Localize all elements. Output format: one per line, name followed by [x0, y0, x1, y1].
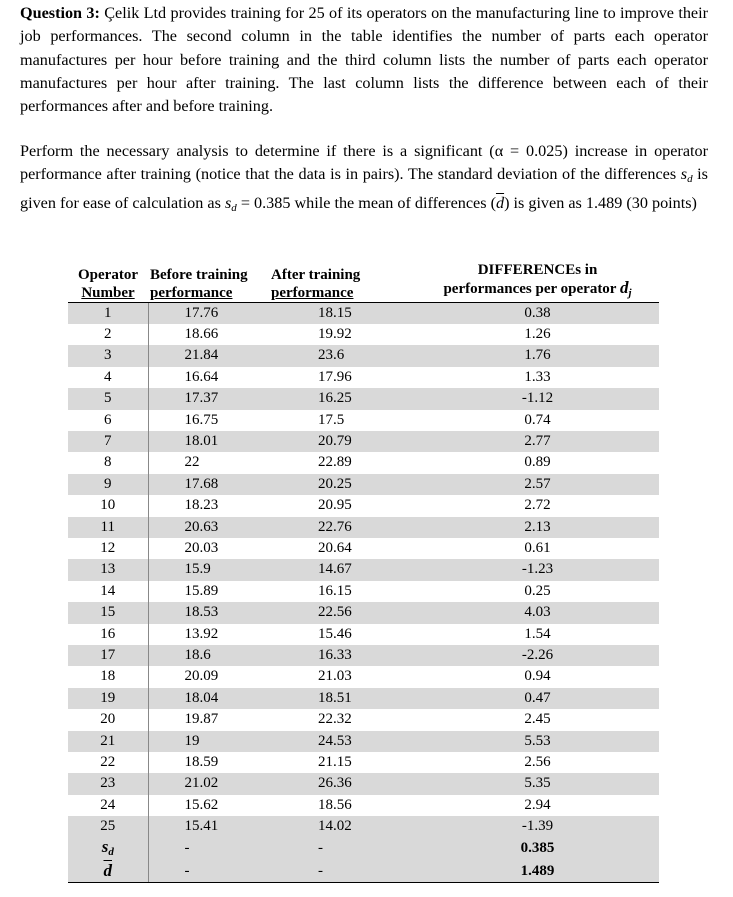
- cell-difference: 0.25: [524, 582, 551, 599]
- cell-difference: 0.89: [524, 454, 551, 471]
- table-header-row: [68, 258, 659, 302]
- cell-before: 17.37: [148, 388, 256, 409]
- table-row: [68, 324, 659, 345]
- cell-after: 18.51: [256, 688, 416, 709]
- header-operator-line1: Operator: [78, 266, 138, 283]
- cell-after: 18.56: [318, 796, 352, 813]
- cell-before: 18.23: [184, 497, 219, 514]
- table-row: [68, 581, 659, 602]
- header-after: [256, 258, 416, 302]
- cell-after: 17.5: [318, 411, 345, 428]
- stat-difference: 1.489: [416, 861, 659, 883]
- stat-before: -: [148, 861, 256, 883]
- cell-before: 20.03: [184, 539, 219, 556]
- table-row: [68, 624, 659, 645]
- cell-operator: 11: [68, 517, 148, 538]
- cell-before: 18.53: [148, 602, 256, 623]
- cell-before: 18.66: [184, 325, 219, 342]
- stat-after: -: [256, 838, 416, 861]
- cell-before: 18.6: [148, 645, 256, 666]
- cell-difference: 2.56: [524, 754, 551, 771]
- instruction-text-a: Perform the necessary analysis to determine if there is a significant (α = 0.025) increase in operator performance after training (notice that the data is in pairs). The standard deviation of the differences: [20, 142, 708, 184]
- cell-operator: 8: [68, 452, 148, 473]
- cell-operator: 18: [68, 666, 148, 687]
- cell-operator: 24: [68, 795, 148, 816]
- cell-difference: 1.54: [524, 625, 551, 642]
- cell-after: 20.25: [256, 474, 416, 495]
- table-row: [68, 559, 659, 580]
- cell-difference: 2.77: [416, 431, 659, 452]
- cell-before: 15.62: [184, 796, 219, 813]
- performance-table: [68, 258, 659, 883]
- cell-difference: 0.47: [416, 688, 659, 709]
- cell-after: 24.53: [256, 731, 416, 752]
- cell-before: 18.59: [184, 754, 219, 771]
- cell-before: 19: [148, 731, 256, 752]
- sd-subscript-2: d: [231, 201, 237, 214]
- table-row: [68, 345, 659, 366]
- cell-after: 18.15: [256, 302, 416, 324]
- cell-before: 17.68: [148, 474, 256, 495]
- table-row: [68, 752, 659, 773]
- table-row: [68, 688, 659, 709]
- sd-symbol: s: [680, 165, 688, 184]
- cell-difference: 1.76: [416, 345, 659, 366]
- cell-operator: 4: [68, 367, 148, 388]
- stat-label-sub: d: [108, 845, 114, 858]
- question-label: Question 3:: [20, 4, 100, 22]
- table-row: [68, 709, 659, 730]
- cell-difference: 5.35: [416, 773, 659, 794]
- instruction-text-c: = 0.385 while the mean of differences (: [236, 193, 496, 212]
- cell-operator: 23: [68, 773, 148, 794]
- cell-after: 22.76: [256, 517, 416, 538]
- stat-label-dbar: [68, 861, 148, 883]
- cell-difference: 4.03: [416, 602, 659, 623]
- sd-symbol-2: s: [224, 193, 232, 212]
- header-operator: [68, 258, 148, 302]
- header-after-line1: After training: [271, 266, 361, 283]
- cell-after: 16.33: [256, 645, 416, 666]
- cell-difference: 2.45: [524, 711, 551, 728]
- cell-operator: 22: [68, 752, 148, 773]
- header-diff-text: performances per operator: [443, 280, 620, 297]
- dbar-symbol: $\overline{d}$: [495, 193, 505, 212]
- cell-before: 15.89: [184, 582, 219, 599]
- cell-difference: -1.12: [416, 388, 659, 409]
- cell-before: 19.87: [184, 711, 219, 728]
- cell-before: 20.63: [148, 517, 256, 538]
- table-row: [68, 495, 659, 516]
- stat-difference: 0.385: [416, 838, 659, 861]
- cell-after: 22.56: [256, 602, 416, 623]
- table-row: [68, 367, 659, 388]
- cell-after: 26.36: [256, 773, 416, 794]
- table-row: [68, 645, 659, 666]
- table-row: [68, 410, 659, 431]
- cell-after: 19.92: [318, 325, 352, 342]
- table-row: [68, 816, 659, 837]
- table-row: [68, 773, 659, 794]
- cell-operator: 19: [68, 688, 148, 709]
- cell-after: 16.15: [318, 582, 352, 599]
- cell-before: 18.04: [148, 688, 256, 709]
- cell-operator: 17: [68, 645, 148, 666]
- cell-difference: 2.57: [416, 474, 659, 495]
- cell-operator: 20: [68, 709, 148, 730]
- table-row: [68, 452, 659, 473]
- cell-after: 16.25: [256, 388, 416, 409]
- table-stat-row-dbar: [68, 861, 659, 883]
- cell-operator: 6: [68, 410, 148, 431]
- cell-operator: 7: [68, 431, 148, 452]
- stat-label-main: $\overline{d}$: [103, 861, 112, 881]
- cell-difference: -1.23: [416, 559, 659, 580]
- header-differences: [416, 258, 659, 302]
- table-stat-row-sd: [68, 838, 659, 861]
- cell-operator: 9: [68, 474, 148, 495]
- cell-after: 23.6: [256, 345, 416, 366]
- header-operator-line2: Number: [81, 284, 135, 301]
- cell-after: 21.15: [318, 754, 352, 771]
- stat-label-main: s: [101, 836, 109, 856]
- cell-before: 16.64: [184, 368, 219, 385]
- instruction-text-b: is given for ease of calculation as: [20, 165, 708, 212]
- header-diff-subscript: j: [628, 286, 632, 299]
- table-row: [68, 517, 659, 538]
- question-paragraph: [20, 2, 708, 118]
- header-diff-line2: [416, 279, 659, 302]
- instruction-text-d: ) is given as 1.489 (30 points): [504, 193, 697, 212]
- cell-after: 22.89: [318, 454, 352, 471]
- stat-label-sd: [68, 838, 148, 861]
- cell-before: 22: [184, 454, 200, 471]
- cell-difference: 0.61: [524, 539, 551, 556]
- cell-before: 17.76: [148, 302, 256, 324]
- cell-difference: 0.38: [416, 302, 659, 324]
- sd-subscript: d: [687, 173, 693, 186]
- table-row: [68, 431, 659, 452]
- cell-difference: -1.39: [416, 816, 659, 837]
- cell-operator: 15: [68, 602, 148, 623]
- cell-operator: 3: [68, 345, 148, 366]
- cell-after: 17.96: [318, 368, 352, 385]
- cell-difference: 2.94: [524, 796, 551, 813]
- cell-after: 20.79: [256, 431, 416, 452]
- cell-operator: 14: [68, 581, 148, 602]
- cell-difference: 0.74: [524, 411, 551, 428]
- cell-operator: 5: [68, 388, 148, 409]
- cell-before: 21.02: [148, 773, 256, 794]
- table-row: [68, 666, 659, 687]
- table-row: [68, 388, 659, 409]
- cell-operator: 13: [68, 559, 148, 580]
- cell-before: 13.92: [184, 625, 219, 642]
- header-before-line2: performance: [150, 284, 233, 301]
- cell-difference: 1.33: [524, 368, 551, 385]
- header-after-line2: performance: [271, 284, 354, 301]
- stat-after: -: [256, 861, 416, 883]
- cell-difference: -2.26: [416, 645, 659, 666]
- cell-after: 20.95: [318, 497, 352, 514]
- cell-before: 16.75: [184, 411, 219, 428]
- cell-after: 14.02: [256, 816, 416, 837]
- header-diff-line1: DIFFERENCEs in: [477, 261, 598, 278]
- cell-operator: 1: [68, 302, 148, 324]
- table-row: [68, 731, 659, 752]
- cell-operator: 12: [68, 538, 148, 559]
- cell-after: 14.67: [256, 559, 416, 580]
- cell-after: 22.32: [318, 711, 352, 728]
- cell-operator: 21: [68, 731, 148, 752]
- cell-operator: 2: [68, 324, 148, 345]
- stat-before: -: [148, 838, 256, 861]
- cell-operator: 16: [68, 624, 148, 645]
- cell-after: 15.46: [318, 625, 352, 642]
- table-row: [68, 302, 659, 324]
- cell-operator: 25: [68, 816, 148, 837]
- cell-difference: 2.13: [416, 517, 659, 538]
- cell-before: 18.01: [148, 431, 256, 452]
- cell-before: 15.9: [148, 559, 256, 580]
- table-row: [68, 538, 659, 559]
- header-before-line1: Before training: [150, 266, 248, 283]
- header-before: [148, 258, 256, 302]
- cell-operator: 10: [68, 495, 148, 516]
- instruction-paragraph: [20, 140, 708, 220]
- cell-before: 21.84: [148, 345, 256, 366]
- cell-difference: 0.94: [524, 668, 551, 685]
- cell-difference: 1.26: [524, 325, 551, 342]
- table-body: [68, 302, 659, 883]
- table-row: [68, 602, 659, 623]
- table-row: [68, 795, 659, 816]
- header-diff-symbol: d: [619, 277, 629, 297]
- cell-difference: 5.53: [416, 731, 659, 752]
- cell-before: 15.41: [148, 816, 256, 837]
- cell-after: 21.03: [318, 668, 352, 685]
- question-text: Çelik Ltd provides training for 25 of its operators on the manufacturing line to improve their job performances. The second column in the table identifies the number of parts each operator manufactures per hour before training and the third column lists the number of parts each operator manufactures per hour after training. The last column lists the difference between each of their performances after and before training.: [20, 4, 708, 116]
- table-row: [68, 474, 659, 495]
- cell-difference: 2.72: [524, 497, 551, 514]
- cell-before: 20.09: [184, 668, 219, 685]
- cell-after: 20.64: [318, 539, 352, 556]
